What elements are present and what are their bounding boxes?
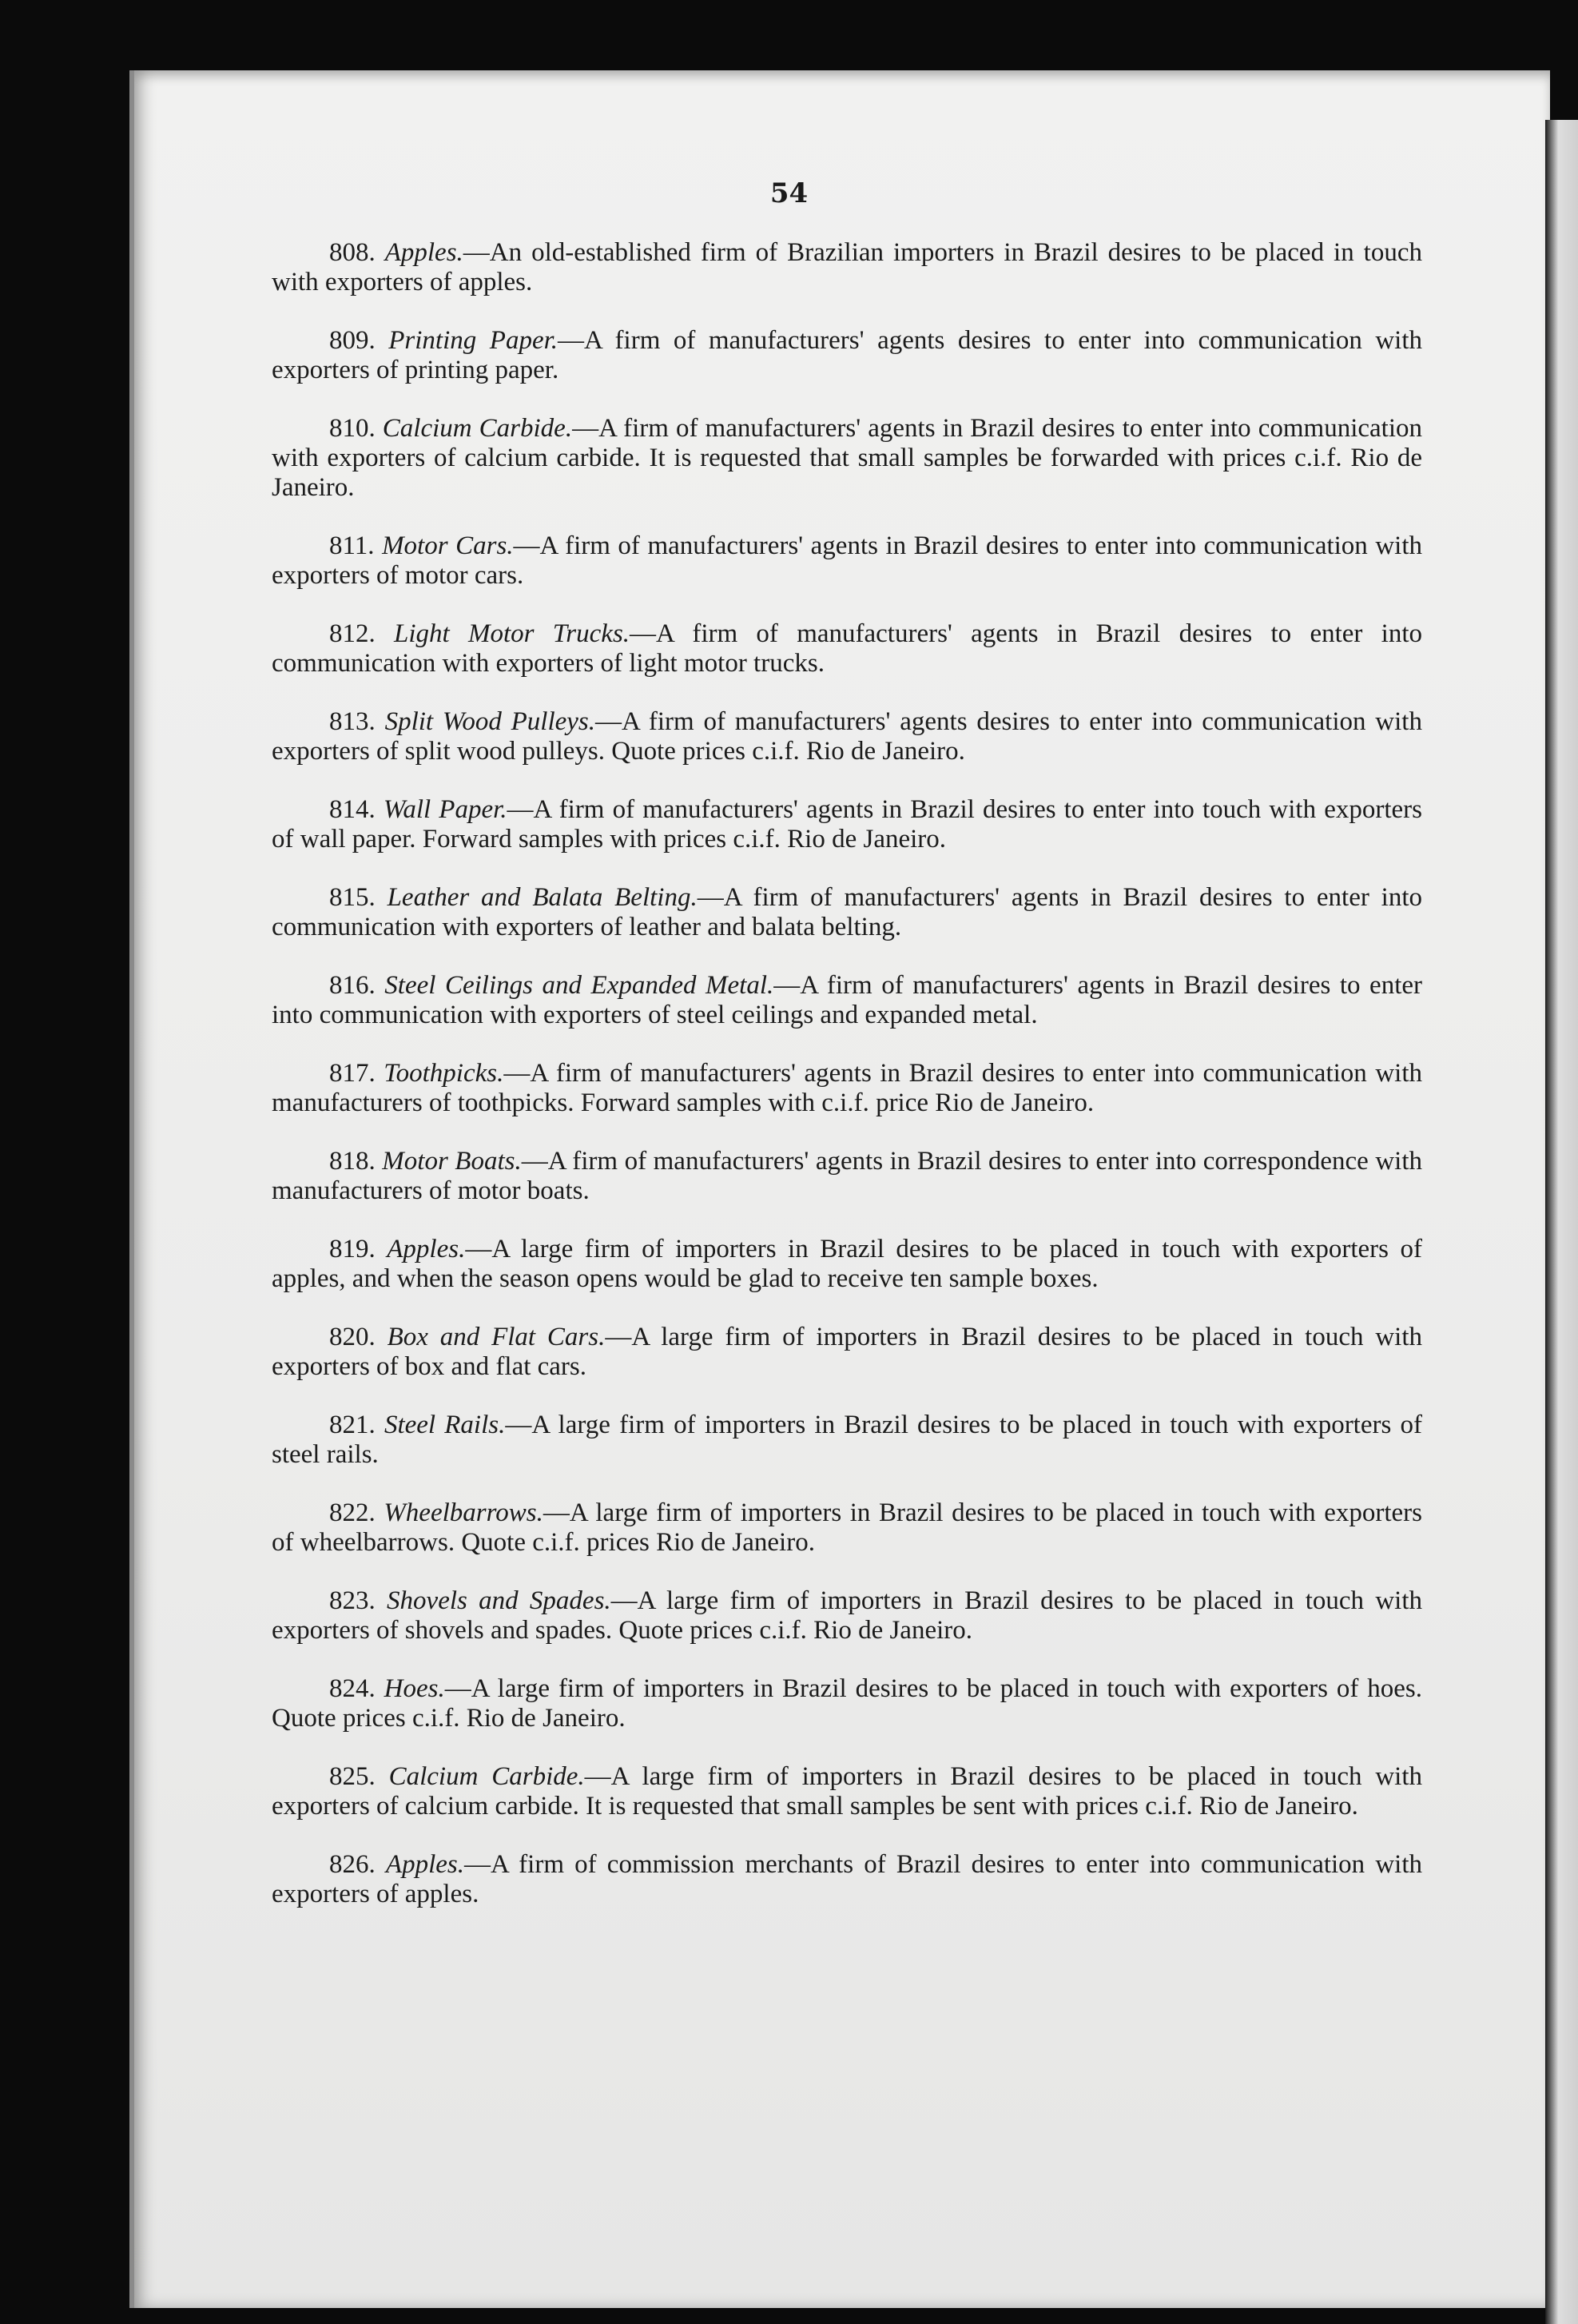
entry-number: 809. <box>329 326 376 355</box>
entry-816 <box>272 971 1422 1030</box>
entry-number: 814. <box>329 795 376 824</box>
entry-subject: Leather and Balata Belting. <box>387 883 698 912</box>
entry-823 <box>272 1586 1422 1646</box>
entry-subject: Apples. <box>387 1235 466 1263</box>
entry-text: —A firm of manufacturers' agents in Brazil desires to enter into communication with exporters of steel ceilings and expanded metal. <box>272 971 1423 1029</box>
entry-811 <box>272 531 1422 591</box>
entry-text: —A large firm of importers in Brazil desires to be placed in touch with exporters of hoes. Quote prices c.i.f. Rio de Janeiro. <box>272 1674 1423 1733</box>
entry-number: 822. <box>329 1498 376 1527</box>
entry-text: —A large firm of importers in Brazil desires to be placed in touch with exporters of steel rails. <box>272 1411 1423 1469</box>
entry-810 <box>272 414 1422 503</box>
entry-text: —A large firm of importers in Brazil desires to be placed in touch with exporters of shovels and spades. Quote prices c.i.f. Rio de Janeiro. <box>272 1586 1423 1645</box>
entry-text: —A firm of manufacturers' agents in Brazil desires to enter into communication with exporters of light motor trucks. <box>272 619 1423 678</box>
entry-subject: Printing Paper. <box>388 326 558 355</box>
entry-text: —A large firm of importers in Brazil desires to be placed in touch with exporters of apples, and when the season opens would be glad to receive ten sample boxes. <box>272 1235 1422 1293</box>
entry-number: 818. <box>329 1147 376 1176</box>
page-number: 54 <box>769 177 809 209</box>
entry-subject: Apples. <box>385 1850 464 1879</box>
entry-subject: Hoes. <box>384 1674 445 1703</box>
entry-text: —A firm of manufacturers' agents in Brazil desires to enter into communication with exporters of leather and balata belting. <box>272 883 1422 941</box>
entry-number: 811. <box>329 531 375 560</box>
entry-number: 817. <box>329 1059 376 1088</box>
entry-subject: Apples. <box>384 238 463 267</box>
entry-text: —A firm of commission merchants of Brazil desires to enter into communication with exporters of apples. <box>272 1850 1422 1908</box>
entry-subject: Wheelbarrows. <box>384 1498 543 1527</box>
entry-subject: Motor Boats. <box>382 1147 522 1176</box>
entry-number: 813. <box>329 707 376 736</box>
entry-text: —A firm of manufacturers' agents desires to enter into communication with exporters of split wood pulleys. Quote prices c.i.f. Rio de Janeiro. <box>272 707 1422 766</box>
entry-subject: Motor Cars. <box>382 531 514 560</box>
entry-812 <box>272 619 1422 678</box>
entry-subject: Split Wood Pulleys. <box>384 707 596 736</box>
entry-821 <box>272 1411 1422 1470</box>
entry-number: 815. <box>329 883 376 912</box>
entry-number: 820. <box>329 1323 376 1351</box>
entry-number: 823. <box>329 1586 376 1615</box>
entry-text: —A large firm of importers in Brazil desires to be placed in touch with exporters of wheelbarrows. Quote c.i.f. prices Rio de Janeiro. <box>272 1498 1422 1557</box>
next-page-edge <box>1545 120 1578 2324</box>
entry-814 <box>272 795 1422 854</box>
entry-826 <box>272 1850 1422 1909</box>
entry-subject: Shovels and Spades. <box>387 1586 611 1615</box>
entry-text: —A firm of manufacturers' agents in Brazil desires to enter into correspondence with manufacturers of motor boats. <box>272 1147 1423 1205</box>
entry-number: 808. <box>329 238 376 267</box>
trade-opportunities-list <box>272 238 1422 1938</box>
entry-subject: Box and Flat Cars. <box>387 1323 606 1351</box>
entry-822 <box>272 1498 1422 1558</box>
entry-text: —A firm of manufacturers' agents in Brazil desires to enter into communication with exporters of motor cars. <box>272 531 1422 590</box>
entry-818 <box>272 1147 1422 1206</box>
entry-text: —A large firm of importers in Brazil desires to be placed in touch with exporters of box and flat cars. <box>272 1323 1422 1381</box>
entry-subject: Light Motor Trucks. <box>394 619 630 648</box>
entry-text: —A firm of manufacturers' agents desires to enter into communication with exporters of printing paper. <box>272 326 1422 384</box>
entry-text: —A firm of manufacturers' agents in Brazil desires to enter into touch with exporters of wall paper. Forward samples with prices c.i.f. Rio de Janeiro. <box>272 795 1422 854</box>
entry-number: 816. <box>329 971 376 1000</box>
entry-815 <box>272 883 1422 942</box>
entry-820 <box>272 1323 1422 1382</box>
entry-809 <box>272 326 1422 385</box>
entry-text: —A firm of manufacturers' agents in Brazil desires to enter into communication with exporters of calcium carbide. It is requested that small samples be forwarded with prices c.i.f. Rio de Janeiro. <box>272 414 1423 502</box>
entry-number: 825. <box>329 1762 376 1791</box>
entry-808 <box>272 238 1422 297</box>
entry-819 <box>272 1235 1422 1294</box>
entry-number: 824. <box>329 1674 376 1703</box>
entry-subject: Toothpicks. <box>384 1059 504 1088</box>
entry-text: —A firm of manufacturers' agents in Brazil desires to enter into communication with manufacturers of toothpicks. Forward samples with c.i.f. price Rio de Janeiro. <box>272 1059 1422 1117</box>
entry-subject: Steel Ceilings and Expanded Metal. <box>384 971 774 1000</box>
entry-825 <box>272 1762 1422 1821</box>
entry-text: —An old-established firm of Brazilian importers in Brazil desires to be placed in touch with exporters of apples. <box>272 238 1422 296</box>
entry-813 <box>272 707 1422 766</box>
entry-number: 812. <box>329 619 376 648</box>
entry-text: —A large firm of importers in Brazil desires to be placed in touch with exporters of calcium carbide. It is requested that small samples be sent with prices c.i.f. Rio de Janeiro. <box>272 1762 1422 1821</box>
entry-subject: Steel Rails. <box>384 1411 506 1439</box>
entry-number: 810. <box>329 414 376 443</box>
entry-824 <box>272 1674 1422 1733</box>
entry-number: 826. <box>329 1850 376 1879</box>
entry-number: 821. <box>329 1411 376 1439</box>
entry-subject: Calcium Carbide. <box>388 1762 585 1791</box>
entry-subject: Calcium Carbide. <box>382 414 573 443</box>
entry-817 <box>272 1059 1422 1118</box>
entry-number: 819. <box>329 1235 376 1263</box>
entry-subject: Wall Paper. <box>383 795 507 824</box>
